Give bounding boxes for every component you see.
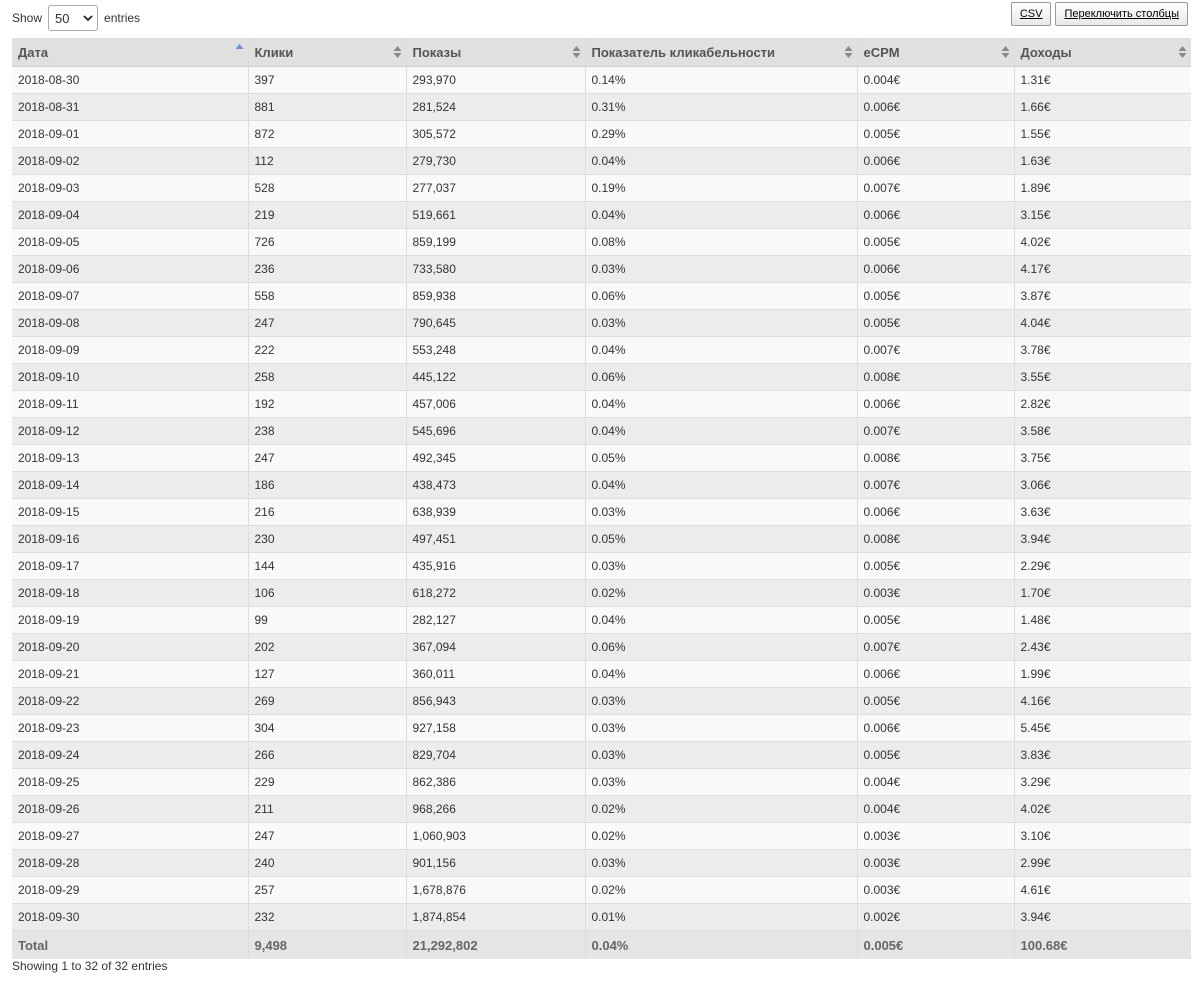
table-cell: 519,661 (406, 202, 585, 229)
table-cell: 279,730 (406, 148, 585, 175)
table-cell: 4.16€ (1014, 688, 1191, 715)
table-row (12, 688, 1191, 715)
table-cell: 192 (248, 391, 406, 418)
table-cell: 3.58€ (1014, 418, 1191, 445)
page-length-select[interactable] (48, 5, 98, 31)
table-cell: 0.003€ (857, 877, 1014, 904)
table-cell: 0.03% (585, 742, 857, 769)
table-row (12, 634, 1191, 661)
table-cell: 247 (248, 823, 406, 850)
table-cell: 4.02€ (1014, 796, 1191, 823)
table-cell: 0.04% (585, 202, 857, 229)
page-length-value: 50 (55, 10, 70, 26)
column-header-label: Показы (412, 44, 462, 60)
table-cell: 230 (248, 526, 406, 553)
table-cell: 222 (248, 337, 406, 364)
table-cell: 281,524 (406, 94, 585, 121)
table-cell: 3.55€ (1014, 364, 1191, 391)
table-header-row (12, 38, 1191, 67)
table-cell: 0.04% (585, 472, 857, 499)
total-cell: 21,292,802 (406, 931, 585, 960)
sort-both-icon (393, 45, 402, 59)
column-header[interactable] (12, 38, 248, 67)
table-cell: 293,970 (406, 67, 585, 94)
table-cell: 4.02€ (1014, 229, 1191, 256)
table-cell: 0.005€ (857, 283, 1014, 310)
table-cell: 277,037 (406, 175, 585, 202)
table-row (12, 850, 1191, 877)
table-row (12, 229, 1191, 256)
table-cell: 0.04% (585, 661, 857, 688)
table-cell: 0.004€ (857, 67, 1014, 94)
table-cell: 219 (248, 202, 406, 229)
table-cell: 202 (248, 634, 406, 661)
table-cell: 186 (248, 472, 406, 499)
table-cell: 0.006€ (857, 202, 1014, 229)
table-cell: 438,473 (406, 472, 585, 499)
table-cell: 553,248 (406, 337, 585, 364)
sort-both-icon (1178, 45, 1187, 59)
table-cell: 0.01% (585, 904, 857, 931)
table-cell: 1.70€ (1014, 580, 1191, 607)
table-cell: 2018-09-11 (12, 391, 248, 418)
table-cell: 901,156 (406, 850, 585, 877)
table-cell: 0.007€ (857, 472, 1014, 499)
column-header-label: Доходы (1020, 44, 1072, 60)
table-cell: 492,345 (406, 445, 585, 472)
table-cell: 2018-09-05 (12, 229, 248, 256)
table-cell: 99 (248, 607, 406, 634)
table-row (12, 202, 1191, 229)
table-cell: 2018-09-13 (12, 445, 248, 472)
table-row (12, 904, 1191, 931)
table-cell: 2018-09-17 (12, 553, 248, 580)
table-cell: 2018-09-02 (12, 148, 248, 175)
table-cell: 269 (248, 688, 406, 715)
table-cell: 872 (248, 121, 406, 148)
table-cell: 0.006€ (857, 256, 1014, 283)
table-row (12, 769, 1191, 796)
table-cell: 0.03% (585, 256, 857, 283)
table-cell: 2018-08-30 (12, 67, 248, 94)
table-cell: 0.03% (585, 499, 857, 526)
table-cell: 457,006 (406, 391, 585, 418)
table-cell: 2018-09-25 (12, 769, 248, 796)
table-cell: 0.03% (585, 553, 857, 580)
table-cell: 2.99€ (1014, 850, 1191, 877)
table-cell: 1.66€ (1014, 94, 1191, 121)
table-cell: 2018-09-21 (12, 661, 248, 688)
table-cell: 2018-09-20 (12, 634, 248, 661)
table-cell: 0.006€ (857, 499, 1014, 526)
table-cell: 3.06€ (1014, 472, 1191, 499)
table-cell: 0.004€ (857, 796, 1014, 823)
table-cell: 0.005€ (857, 742, 1014, 769)
export-buttons (1011, 2, 1188, 26)
table-cell: 0.005€ (857, 607, 1014, 634)
table-row (12, 526, 1191, 553)
table-cell: 0.08% (585, 229, 857, 256)
table-cell: 2018-09-29 (12, 877, 248, 904)
table-cell: 0.06% (585, 634, 857, 661)
table-cell: 360,011 (406, 661, 585, 688)
column-header-label: Дата (18, 44, 49, 60)
table-cell: 2018-09-26 (12, 796, 248, 823)
table-cell: 2018-09-23 (12, 715, 248, 742)
table-cell: 0.03% (585, 310, 857, 337)
table-cell: 238 (248, 418, 406, 445)
table-cell: 2018-09-19 (12, 607, 248, 634)
table-row (12, 391, 1191, 418)
table-cell: 266 (248, 742, 406, 769)
table-cell: 3.75€ (1014, 445, 1191, 472)
table-cell: 1,874,854 (406, 904, 585, 931)
table-cell: 435,916 (406, 553, 585, 580)
table-cell: 2018-09-04 (12, 202, 248, 229)
table-cell: 638,939 (406, 499, 585, 526)
table-cell: 0.007€ (857, 418, 1014, 445)
table-cell: 862,386 (406, 769, 585, 796)
table-row (12, 67, 1191, 94)
table-row (12, 472, 1191, 499)
table-cell: 0.008€ (857, 526, 1014, 553)
column-header[interactable] (406, 38, 585, 67)
table-cell: 2.43€ (1014, 634, 1191, 661)
table-cell: 0.05% (585, 526, 857, 553)
table-cell: 144 (248, 553, 406, 580)
csv-button[interactable]: CSV (1011, 2, 1052, 26)
table-cell: 0.03% (585, 850, 857, 877)
table-cell: 2018-09-07 (12, 283, 248, 310)
table-cell: 127 (248, 661, 406, 688)
table-cell: 790,645 (406, 310, 585, 337)
table-cell: 2018-08-31 (12, 94, 248, 121)
table-cell: 0.04% (585, 148, 857, 175)
table-cell: 247 (248, 445, 406, 472)
table-cell: 726 (248, 229, 406, 256)
table-cell: 3.87€ (1014, 283, 1191, 310)
table-row (12, 823, 1191, 850)
table-cell: 2018-09-16 (12, 526, 248, 553)
table-cell: 0.31% (585, 94, 857, 121)
table-cell: 0.005€ (857, 310, 1014, 337)
table-cell: 927,158 (406, 715, 585, 742)
table-cell: 2018-09-24 (12, 742, 248, 769)
table-row (12, 877, 1191, 904)
table-cell: 0.005€ (857, 553, 1014, 580)
table-cell: 232 (248, 904, 406, 931)
table-cell: 3.63€ (1014, 499, 1191, 526)
table-cell: 4.61€ (1014, 877, 1191, 904)
total-cell: 0.04% (585, 931, 857, 960)
stats-table (12, 38, 1191, 959)
table-cell: 0.007€ (857, 634, 1014, 661)
table-cell: 1,060,903 (406, 823, 585, 850)
table-cell: 2018-09-30 (12, 904, 248, 931)
table-cell: 4.17€ (1014, 256, 1191, 283)
table-cell: 2018-09-27 (12, 823, 248, 850)
table-row (12, 121, 1191, 148)
table-row (12, 148, 1191, 175)
table-cell: 2018-09-06 (12, 256, 248, 283)
table-cell: 859,938 (406, 283, 585, 310)
column-header-label: Клики (254, 44, 294, 60)
table-cell: 240 (248, 850, 406, 877)
table-cell: 3.15€ (1014, 202, 1191, 229)
table-cell: 0.04% (585, 391, 857, 418)
table-cell: 1,678,876 (406, 877, 585, 904)
table-cell: 2018-09-28 (12, 850, 248, 877)
table-cell: 236 (248, 256, 406, 283)
table-cell: 0.19% (585, 175, 857, 202)
table-cell: 1.89€ (1014, 175, 1191, 202)
total-cell: 0.005€ (857, 931, 1014, 960)
table-cell: 859,199 (406, 229, 585, 256)
table-cell: 397 (248, 67, 406, 94)
table-row (12, 742, 1191, 769)
table-row (12, 580, 1191, 607)
column-header[interactable] (1014, 38, 1191, 67)
table-cell: 856,943 (406, 688, 585, 715)
table-cell: 247 (248, 310, 406, 337)
table-cell: 2018-09-15 (12, 499, 248, 526)
table-cell: 0.005€ (857, 121, 1014, 148)
table-cell: 0.008€ (857, 445, 1014, 472)
table-cell: 2.82€ (1014, 391, 1191, 418)
table-row (12, 796, 1191, 823)
table-cell: 3.10€ (1014, 823, 1191, 850)
table-cell: 0.06% (585, 283, 857, 310)
table-cell: 1.63€ (1014, 148, 1191, 175)
table-cell: 3.94€ (1014, 526, 1191, 553)
table-cell: 0.29% (585, 121, 857, 148)
table-cell: 4.04€ (1014, 310, 1191, 337)
total-cell: 9,498 (248, 931, 406, 960)
table-cell: 258 (248, 364, 406, 391)
table-cell: 0.008€ (857, 364, 1014, 391)
table-row (12, 445, 1191, 472)
table-cell: 445,122 (406, 364, 585, 391)
column-header-label: eCPM (863, 44, 900, 60)
table-row (12, 499, 1191, 526)
table-cell: 0.02% (585, 580, 857, 607)
sort-both-icon (844, 45, 853, 59)
table-cell: 618,272 (406, 580, 585, 607)
table-cell: 211 (248, 796, 406, 823)
table-cell: 0.006€ (857, 661, 1014, 688)
table-cell: 2018-09-09 (12, 337, 248, 364)
table-cell: 0.06% (585, 364, 857, 391)
table-cell: 282,127 (406, 607, 585, 634)
table-cell: 0.05% (585, 445, 857, 472)
table-cell: 0.007€ (857, 337, 1014, 364)
sort-both-icon (572, 45, 581, 59)
table-row (12, 337, 1191, 364)
table-cell: 3.94€ (1014, 904, 1191, 931)
chevron-down-icon (83, 13, 93, 23)
column-header[interactable] (857, 38, 1014, 67)
table-cell: 0.02% (585, 877, 857, 904)
table-row (12, 283, 1191, 310)
table-cell: 0.04% (585, 337, 857, 364)
table-cell: 733,580 (406, 256, 585, 283)
table-cell: 968,266 (406, 796, 585, 823)
table-row (12, 715, 1191, 742)
table-cell: 2.29€ (1014, 553, 1191, 580)
table-body (12, 67, 1191, 931)
table-cell: 0.006€ (857, 148, 1014, 175)
table-cell: 0.14% (585, 67, 857, 94)
length-control (12, 5, 140, 31)
table-cell: 229 (248, 769, 406, 796)
table-cell: 2018-09-12 (12, 418, 248, 445)
table-cell: 0.002€ (857, 904, 1014, 931)
show-label: Show (12, 11, 43, 25)
table-row (12, 418, 1191, 445)
table-cell: 2018-09-03 (12, 175, 248, 202)
table-cell: 0.04% (585, 607, 857, 634)
table-row (12, 364, 1191, 391)
table-cell: 0.03% (585, 688, 857, 715)
column-header[interactable] (248, 38, 406, 67)
table-cell: 0.04% (585, 418, 857, 445)
table-cell: 0.003€ (857, 823, 1014, 850)
total-cell: 100.68€ (1014, 931, 1191, 960)
table-cell: 881 (248, 94, 406, 121)
table-cell: 2018-09-18 (12, 580, 248, 607)
table-cell: 0.003€ (857, 850, 1014, 877)
table-cell: 528 (248, 175, 406, 202)
table-cell: 216 (248, 499, 406, 526)
table-cell: 367,094 (406, 634, 585, 661)
table-cell: 0.03% (585, 769, 857, 796)
table-row (12, 607, 1191, 634)
table-cell: 0.03% (585, 715, 857, 742)
table-cell: 112 (248, 148, 406, 175)
table-cell: 0.004€ (857, 769, 1014, 796)
table-cell: 2018-09-14 (12, 472, 248, 499)
table-row (12, 175, 1191, 202)
total-label: Total (12, 931, 248, 960)
table-cell: 545,696 (406, 418, 585, 445)
table-cell: 0.02% (585, 796, 857, 823)
table-info: Showing 1 to 32 of 32 entries (12, 959, 168, 973)
table-cell: 558 (248, 283, 406, 310)
column-header[interactable] (585, 38, 857, 67)
table-cell: 1.55€ (1014, 121, 1191, 148)
toggle-columns-button[interactable]: Переключить столбцы (1055, 2, 1188, 26)
table-cell: 1.99€ (1014, 661, 1191, 688)
table-cell: 1.31€ (1014, 67, 1191, 94)
table-cell: 2018-09-01 (12, 121, 248, 148)
table-cell: 2018-09-22 (12, 688, 248, 715)
table-footer-row (12, 931, 1191, 960)
table-row (12, 310, 1191, 337)
table-row (12, 94, 1191, 121)
table-cell: 106 (248, 580, 406, 607)
table-cell: 3.78€ (1014, 337, 1191, 364)
table-cell: 0.003€ (857, 580, 1014, 607)
table-cell: 829,704 (406, 742, 585, 769)
table-cell: 0.006€ (857, 715, 1014, 742)
table-cell: 1.48€ (1014, 607, 1191, 634)
table-row (12, 553, 1191, 580)
table-cell: 0.006€ (857, 94, 1014, 121)
table-cell: 305,572 (406, 121, 585, 148)
table-cell: 0.007€ (857, 175, 1014, 202)
table-cell: 497,451 (406, 526, 585, 553)
table-cell: 2018-09-10 (12, 364, 248, 391)
table-cell: 2018-09-08 (12, 310, 248, 337)
sort-asc-icon (235, 43, 244, 57)
entries-label: entries (104, 11, 141, 25)
column-header-label: Показатель кликабельности (591, 44, 776, 60)
table-cell: 257 (248, 877, 406, 904)
table-row (12, 256, 1191, 283)
table-cell: 3.83€ (1014, 742, 1191, 769)
table-cell: 3.29€ (1014, 769, 1191, 796)
sort-both-icon (1001, 45, 1010, 59)
table-row (12, 661, 1191, 688)
table-cell: 0.005€ (857, 688, 1014, 715)
table-cell: 5.45€ (1014, 715, 1191, 742)
table-cell: 304 (248, 715, 406, 742)
table-cell: 0.006€ (857, 391, 1014, 418)
table-cell: 0.005€ (857, 229, 1014, 256)
table-cell: 0.02% (585, 823, 857, 850)
